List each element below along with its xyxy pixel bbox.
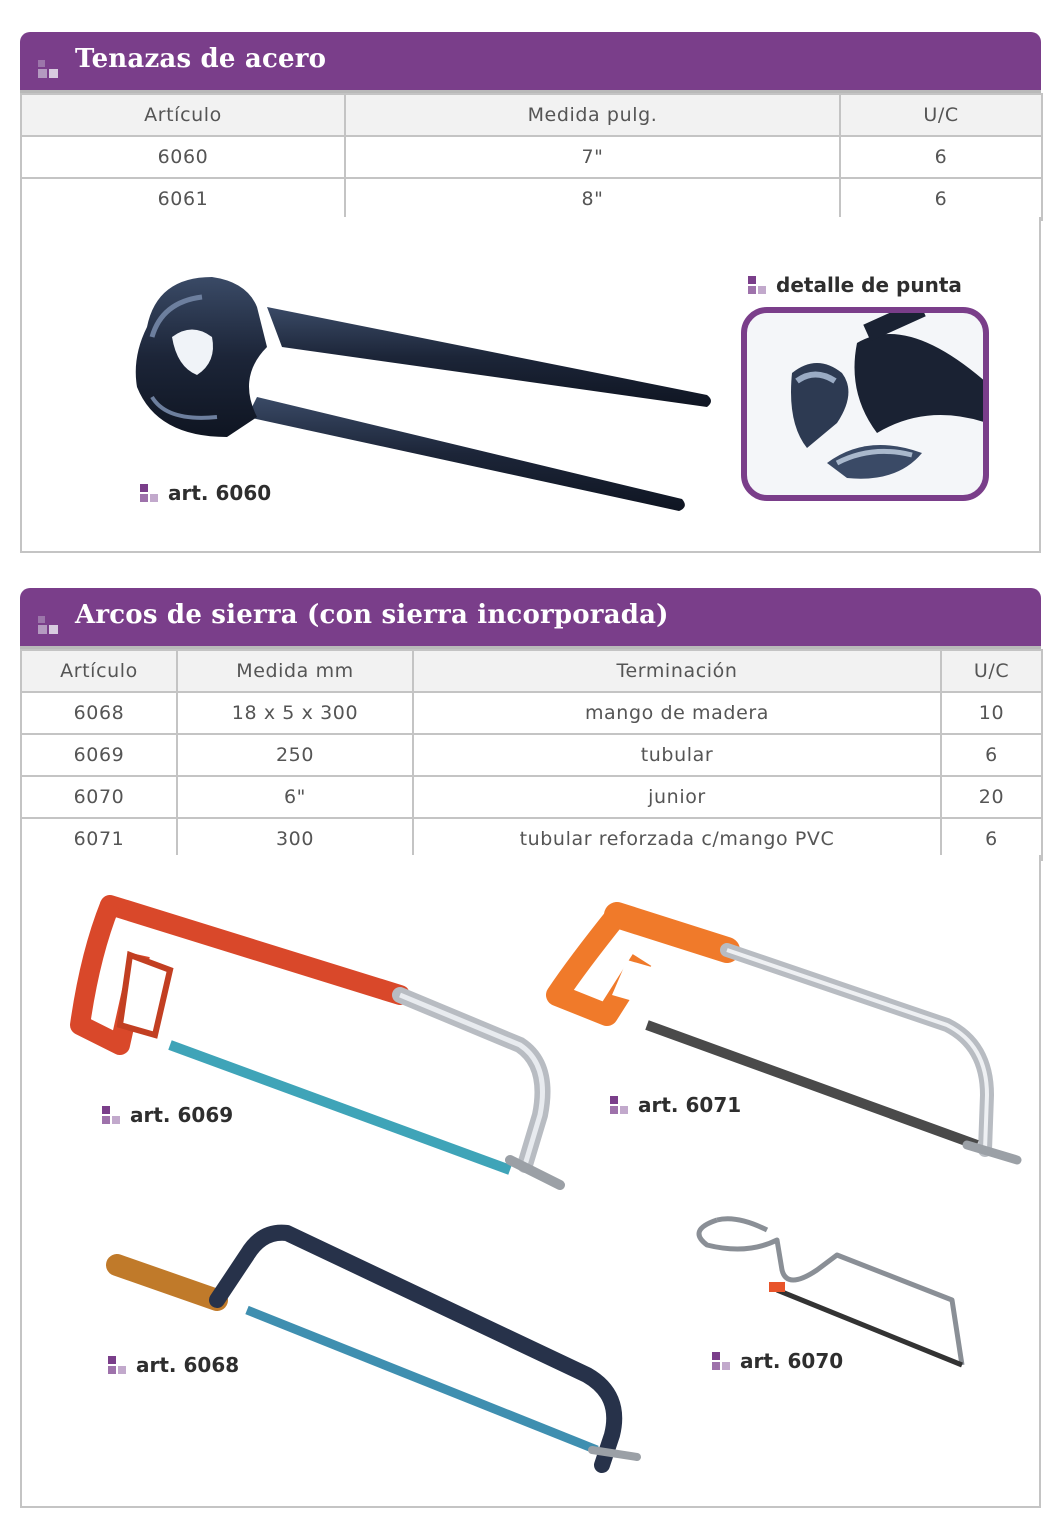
table-row: [21, 692, 1042, 734]
table-header-row: [21, 650, 1042, 692]
product-label: art. 6069: [102, 1103, 233, 1127]
hacksaw-6071-image: [547, 905, 1027, 1185]
product-table: [20, 93, 1043, 221]
table-cell: 6070: [21, 776, 177, 818]
product-image-area: [20, 217, 1041, 553]
table-cell: 6068: [21, 692, 177, 734]
table-cell: 6: [840, 178, 1042, 220]
label-bullet-icon: [102, 1106, 122, 1124]
section-header-icon: [38, 60, 60, 80]
label-bullet-icon: [108, 1356, 128, 1374]
table-cell: 6: [840, 136, 1042, 178]
table-row: [21, 734, 1042, 776]
table-cell: tubular: [413, 734, 941, 776]
label-bullet-icon: [610, 1096, 630, 1114]
column-header: Terminación: [413, 650, 941, 692]
detail-label: detalle de punta: [748, 273, 962, 297]
table-cell: 6069: [21, 734, 177, 776]
section-header: [20, 588, 1041, 649]
column-header: Medida mm: [177, 650, 413, 692]
product-label: art. 6060: [140, 481, 271, 505]
column-header: Artículo: [21, 650, 177, 692]
table-cell: 6: [941, 818, 1042, 860]
table-cell: 20: [941, 776, 1042, 818]
table-cell: 6060: [21, 136, 345, 178]
table-cell: 7": [345, 136, 840, 178]
tip-detail-image: [741, 307, 989, 501]
section-tenazas: [20, 32, 1041, 553]
product-image-area: [20, 855, 1041, 1508]
table-cell: 250: [177, 734, 413, 776]
table-cell: 300: [177, 818, 413, 860]
product-label: art. 6070: [712, 1349, 843, 1373]
table-cell: 6: [941, 734, 1042, 776]
table-cell: 8": [345, 178, 840, 220]
column-header: Artículo: [21, 94, 345, 136]
table-row: [21, 178, 1042, 220]
label-bullet-icon: [140, 484, 160, 502]
hacksaw-6069-image: [70, 895, 570, 1215]
section-header-icon: [38, 616, 60, 636]
table-header-row: [21, 94, 1042, 136]
section-header: [20, 32, 1041, 93]
table-row: [21, 136, 1042, 178]
section-title: Tenazas de acero: [75, 44, 327, 74]
table-cell: 6": [177, 776, 413, 818]
label-bullet-icon: [748, 276, 768, 294]
table-cell: 18 x 5 x 300: [177, 692, 413, 734]
table-row: [21, 776, 1042, 818]
table-cell: 6071: [21, 818, 177, 860]
table-cell: junior: [413, 776, 941, 818]
table-cell: mango de madera: [413, 692, 941, 734]
section-arcos-de-sierra: [20, 588, 1041, 1508]
column-header: U/C: [941, 650, 1042, 692]
table-cell: 6061: [21, 178, 345, 220]
product-table: [20, 649, 1043, 861]
table-row: [21, 818, 1042, 860]
product-label: art. 6071: [610, 1093, 741, 1117]
column-header: Medida pulg.: [345, 94, 840, 136]
section-title: Arcos de sierra (con sierra incorporada): [75, 600, 669, 630]
table-cell: 10: [941, 692, 1042, 734]
product-label: art. 6068: [108, 1353, 239, 1377]
hacksaw-6068-image: [107, 1225, 647, 1475]
column-header: U/C: [840, 94, 1042, 136]
table-cell: tubular reforzada c/mango PVC: [413, 818, 941, 860]
label-bullet-icon: [712, 1352, 732, 1370]
